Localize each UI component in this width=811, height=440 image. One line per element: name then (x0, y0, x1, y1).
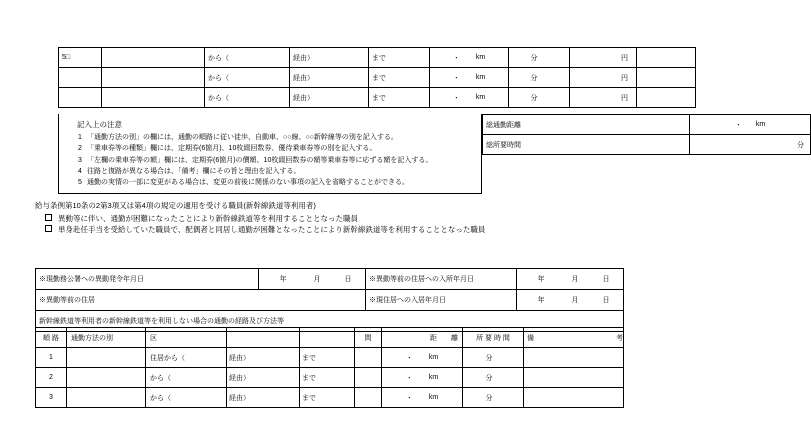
shinkansen-eligibility-section (35, 200, 595, 236)
assignment-date-label: ※現勤務公署への異動発令年月日 (36, 269, 259, 290)
alternative-route-table (35, 327, 624, 408)
current-residence-move-in-value[interactable] (517, 290, 624, 311)
table-row (59, 88, 696, 108)
route-fare[interactable] (570, 88, 637, 108)
route-time[interactable] (509, 88, 570, 108)
row-time[interactable] (463, 388, 524, 408)
row-kan (355, 348, 382, 368)
table-row (36, 348, 624, 368)
total-distance-value[interactable] (690, 115, 811, 135)
year-unit: 年 (537, 297, 545, 304)
previous-residence-entry-label: ※異動等前の住居への入所年月日 (366, 269, 517, 290)
header-remarks-left: 備 (527, 334, 534, 342)
header-section-via (227, 328, 300, 348)
note-text: 通勤の実情の一部に変更がある場合は、変更の前後に関係のない事項の記入を省略することができる。 (87, 179, 409, 186)
distance-separator: ・ (452, 74, 460, 82)
route-via[interactable]: 経由） (290, 48, 369, 68)
time-unit: 分 (530, 74, 538, 82)
row-to[interactable]: まで (300, 348, 355, 368)
distance-unit: km (428, 354, 439, 361)
note-item (73, 134, 473, 143)
checkbox-icon[interactable] (45, 213, 58, 225)
eligibility-option-2-label: 単身赴任手当を受給していた職員で、配偶者と同居し通勤が困難となったことにより新幹線鉄道等を利用することとなった職員 (58, 225, 486, 235)
fare-unit: 円 (621, 54, 628, 62)
route-via[interactable]: 経由） (290, 88, 369, 108)
commute-mode[interactable] (102, 48, 205, 68)
time-unit: 分 (530, 94, 538, 102)
distance-separator: ・ (405, 394, 413, 402)
header-remarks-right: 考 (616, 334, 623, 342)
time-unit: 分 (797, 141, 804, 149)
alternative-route-heading: 新幹線鉄道等利用者の新幹線鉄道等を利用しない場合の通勤の経路及び方法等 (36, 311, 624, 332)
row-to[interactable]: まで (300, 368, 355, 388)
row-from[interactable]: から（ (146, 388, 227, 408)
note-number: 3 (78, 156, 82, 164)
month-unit: 月 (571, 297, 579, 304)
header-distance: 距 離 (382, 328, 463, 348)
route-to[interactable]: まで (369, 48, 430, 68)
header-section-kan: 間 (355, 328, 382, 348)
note-text: 往路と復路が異なる場合は、「備考」欄にその旨と理由を記入する。 (87, 167, 301, 175)
day-unit: 日 (344, 276, 352, 283)
row-remarks[interactable] (524, 368, 624, 388)
route-extra[interactable] (637, 88, 696, 108)
row-via[interactable]: 経由） (227, 348, 300, 368)
row-time[interactable] (463, 348, 524, 368)
commute-route-table (58, 47, 696, 108)
route-from[interactable]: から（ (205, 88, 290, 108)
route-from[interactable]: から（ (205, 48, 290, 68)
header-remarks (524, 328, 624, 348)
table-row (59, 68, 696, 88)
total-time-value[interactable] (690, 135, 811, 155)
row-kan (355, 388, 382, 408)
time-unit: 分 (485, 354, 493, 362)
current-residence-move-in-label: ※現住居への入居年月日 (366, 290, 517, 311)
day-unit: 日 (602, 276, 610, 283)
note-item (73, 168, 473, 177)
table-row (59, 48, 696, 68)
total-distance-label: 総通勤距離 (483, 115, 690, 135)
route-number: 5□ (59, 48, 102, 68)
route-to[interactable]: まで (369, 88, 430, 108)
day-unit: 日 (602, 297, 610, 304)
row-mode[interactable] (67, 348, 146, 368)
note-number: 1 (78, 134, 82, 141)
note-number: 5 (78, 179, 82, 186)
eligibility-option-1[interactable] (35, 213, 595, 225)
route-distance[interactable] (430, 48, 509, 68)
distance-unit: km (428, 374, 439, 381)
fare-unit: 円 (621, 94, 628, 102)
route-extra[interactable] (637, 68, 696, 88)
distance-unit: km (755, 121, 766, 128)
summary-table (482, 114, 811, 155)
route-number (59, 68, 102, 88)
table-row (483, 115, 811, 135)
route-extra[interactable] (637, 48, 696, 68)
previous-residence-label[interactable]: ※異動等前の住居 (36, 290, 366, 311)
row-mode[interactable] (67, 368, 146, 388)
row-time[interactable] (463, 368, 524, 388)
note-item (73, 179, 473, 188)
distance-unit: km (428, 394, 439, 401)
notes-box (58, 114, 482, 194)
route-via[interactable]: 経由） (290, 68, 369, 88)
note-text: 「乗車券等の種類」欄には、定期券(6箇月)、10枚綴回数券、優待乗車券等の別を記入する。 (87, 145, 377, 153)
row-from[interactable]: から（ (146, 368, 227, 388)
section-heading: 給与条例第10条の2第3項又は第4項の規定の適用を受ける職員(新幹線鉄道等利用者) (35, 201, 316, 210)
note-item (73, 145, 473, 154)
note-number: 2 (78, 145, 82, 153)
distance-separator: ・ (452, 54, 460, 62)
table-row (36, 388, 624, 408)
transfer-info-table (35, 268, 624, 332)
note-item (73, 157, 473, 166)
route-distance[interactable] (430, 88, 509, 108)
eligibility-option-2[interactable] (35, 224, 595, 236)
route-time[interactable] (509, 68, 570, 88)
distance-unit: km (475, 54, 486, 61)
month-unit: 月 (571, 276, 579, 283)
fare-unit: 円 (621, 74, 628, 82)
header-time: 所 要 時 間 (463, 328, 524, 348)
header-section-start: 区 (146, 328, 227, 348)
distance-separator: ・ (405, 354, 413, 362)
header-order: 順 路 (36, 328, 67, 348)
row-remarks[interactable] (524, 388, 624, 408)
table-row (36, 269, 624, 290)
route-time[interactable] (509, 48, 570, 68)
note-text: 「通勤方法の别」の欄には、通勤の順路に従い徒歩、自動車、○○線、○○新幹線等の別を記入する。 (87, 134, 398, 141)
route-number (59, 88, 102, 108)
row-remarks[interactable] (524, 348, 624, 368)
time-unit: 分 (485, 374, 493, 382)
route-distance[interactable] (430, 68, 509, 88)
distance-unit: km (475, 94, 486, 101)
table-row (36, 368, 624, 388)
row-kan (355, 368, 382, 388)
row-mode[interactable] (67, 388, 146, 408)
time-unit: 分 (485, 394, 493, 402)
table-header-row (36, 328, 624, 348)
note-text: 「左欄の乗車券等の額」欄には、定期券(6箇月)の價額、10枚綴回数券の額等乗車券等に応ずる額を記入する。 (87, 156, 433, 164)
row-via[interactable]: 経由） (227, 368, 300, 388)
checkbox-icon[interactable] (45, 224, 58, 236)
row-order: 1 (36, 348, 67, 368)
distance-separator: ・ (405, 374, 413, 382)
year-unit: 年 (279, 276, 287, 283)
transfer-info-block (35, 268, 610, 332)
eligibility-option-1-label: 異動等に伴い、通勤が困難になったことにより新幹線鉄道等を利用することとなった職員 (58, 213, 358, 223)
row-order: 2 (36, 368, 67, 388)
year-unit: 年 (537, 276, 545, 283)
route-to[interactable]: まで (369, 68, 430, 88)
note-number: 4 (78, 167, 82, 175)
distance-separator: ・ (452, 94, 460, 102)
row-to[interactable]: まで (300, 388, 355, 408)
row-distance[interactable] (382, 348, 463, 368)
distance-separator: ・ (734, 121, 742, 129)
header-section-end (300, 328, 355, 348)
total-time-label: 総所要時間 (483, 135, 690, 155)
table-row (483, 135, 811, 155)
table-row (36, 290, 624, 311)
assignment-date-value[interactable] (259, 269, 366, 290)
month-unit: 月 (313, 276, 321, 283)
row-via[interactable]: 経由） (227, 388, 300, 408)
row-order: 3 (36, 388, 67, 408)
previous-residence-entry-value[interactable] (517, 269, 624, 290)
row-from[interactable]: 住居から（ (146, 348, 227, 368)
route-from[interactable]: から（ (205, 68, 290, 88)
notes-title: 記入上の注意 (77, 120, 122, 129)
route-fare[interactable] (570, 68, 637, 88)
header-mode: 通勤方法の別 (67, 328, 146, 348)
row-distance[interactable] (382, 388, 463, 408)
time-unit: 分 (530, 54, 538, 62)
route-fare[interactable] (570, 48, 637, 68)
distance-unit: km (475, 74, 486, 81)
commute-mode[interactable] (102, 68, 205, 88)
row-distance[interactable] (382, 368, 463, 388)
commute-mode[interactable] (102, 88, 205, 108)
